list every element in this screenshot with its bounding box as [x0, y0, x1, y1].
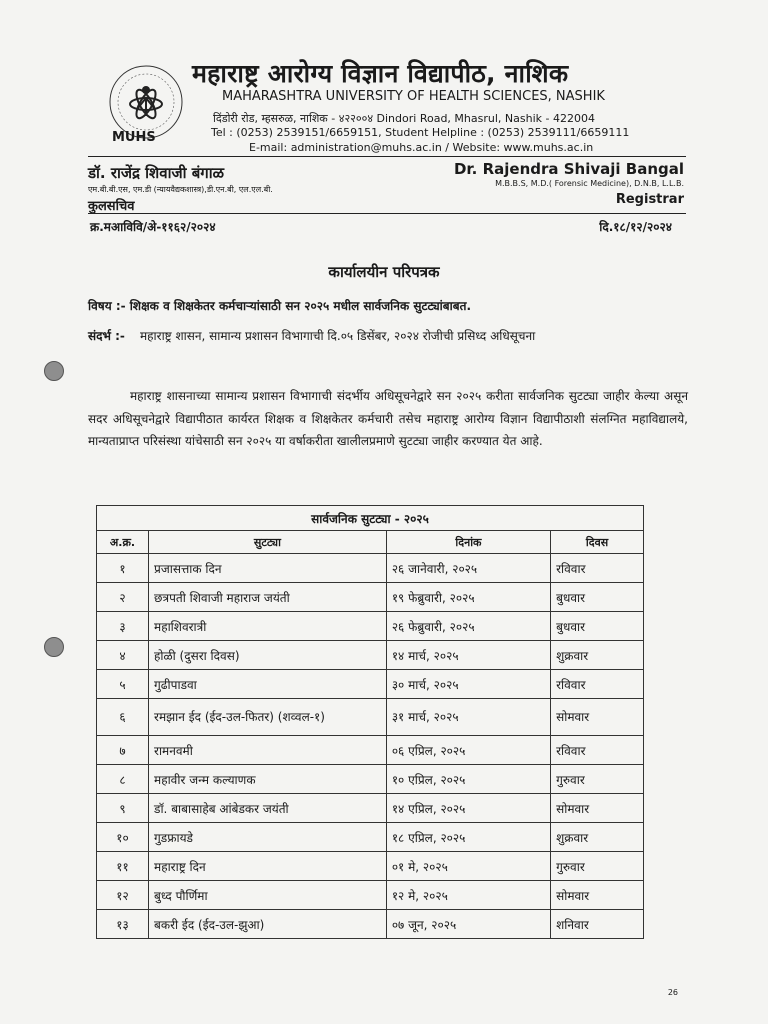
row-date: ३१ मार्च, २०२५ [386, 699, 550, 736]
row-holiday: रमझान ईद (ईद-उल-फितर) (शव्वल-१) [149, 699, 387, 736]
row-serial: ३ [97, 612, 149, 641]
row-day: शनिवार [551, 910, 644, 939]
table-row [97, 612, 644, 641]
reference-number: क्र.मआविवि/अे-११६२/२०२४ [90, 220, 216, 234]
row-day: सोमवार [551, 699, 644, 736]
table-caption-row [97, 506, 644, 531]
punch-hole [44, 361, 64, 381]
table-row [97, 583, 644, 612]
telephone-line: Tel : (0253) 2539151/6659151, Student Helpline : (0253) 2539111/6659111 [211, 126, 630, 139]
row-holiday: रामनवमी [149, 736, 387, 765]
row-serial: ६ [97, 699, 149, 736]
row-day: शुक्रवार [551, 641, 644, 670]
row-holiday: छत्रपती शिवाजी महाराज जयंती [149, 583, 387, 612]
row-serial: १२ [97, 881, 149, 910]
row-date: १४ एप्रिल, २०२५ [386, 794, 550, 823]
row-date: १२ मे, २०२५ [386, 881, 550, 910]
row-day: गुरुवार [551, 765, 644, 794]
column-header-holiday: सुटट्या [149, 531, 387, 554]
column-header-date: दिनांक [386, 531, 550, 554]
table-row [97, 852, 644, 881]
row-date: १० एप्रिल, २०२५ [386, 765, 550, 794]
table-row [97, 699, 644, 736]
row-serial: ११ [97, 852, 149, 881]
row-day: सोमवार [551, 794, 644, 823]
university-name-english: MAHARASHTRA UNIVERSITY OF HEALTH SCIENCES, NASHIK [222, 89, 605, 104]
row-holiday: बुध्द पौर्णिमा [149, 881, 387, 910]
row-date: १४ मार्च, २०२५ [386, 641, 550, 670]
signatory-degrees-marathi: एम.बी.बी.एस, एम.डी (न्यायवैद्यकशास्त्र),डी.एन.बी, एल.एल.बी. [88, 185, 273, 194]
column-header-day: दिवस [551, 531, 644, 554]
signatory-name-marathi: डॉ. राजेंद्र शिवाजी बंगाळ [88, 164, 225, 182]
table-row [97, 641, 644, 670]
row-holiday: महाशिवरात्री [149, 612, 387, 641]
table-row [97, 881, 644, 910]
table-row [97, 670, 644, 699]
row-serial: २ [97, 583, 149, 612]
signatory-name-english: Dr. Rajendra Shivaji Bangal [453, 160, 684, 178]
row-date: १९ फेब्रुवारी, २०२५ [386, 583, 550, 612]
row-date: ०६ एप्रिल, २०२५ [386, 736, 550, 765]
column-header-serial: अ.क्र. [97, 531, 149, 554]
row-date: ०७ जून, २०२५ [386, 910, 550, 939]
row-serial: ४ [97, 641, 149, 670]
row-holiday: गुडफ्रायडे [149, 823, 387, 852]
body-paragraph: महाराष्ट्र शासनाच्या सामान्य प्रशासन विभागाची संदर्भीय अधिसूचनेद्वारे सन २०२५ करीता सार्वजनिक सुटट्या जाहीर केल्या असून सदर अधिसूचनेद्वारे विद्यापीठात कार्यरत शिक्षक व शिक्षकेतर कर्मचारी तसेच महाराष्ट्र आरोग्य विज्ञान विद्यापीठाशी संलग्नित महाविद्यालये, मान्यताप्राप्त परिसंस्था यांचेसाठी सन २०२५ या वर्षाकरीता खालीलप्रमाणे सुटट्या जाहीर करण्यात येत आहे. [88, 389, 688, 448]
row-holiday: गुढीपाडवा [149, 670, 387, 699]
row-holiday: होळी (दुसरा दिवस) [149, 641, 387, 670]
row-holiday: प्रजासत्ताक दिन [149, 554, 387, 583]
row-holiday: महाराष्ट्र दिन [149, 852, 387, 881]
signatory-title-marathi: कुलसचिव [88, 199, 135, 214]
punch-hole [44, 637, 64, 657]
row-date: २६ जानेवारी, २०२५ [386, 554, 550, 583]
header-divider [88, 156, 686, 157]
university-name-marathi: महाराष्ट्र आरोग्य विज्ञान विद्यापीठ, नाशिक [192, 59, 569, 88]
document-title: कार्यालयीन परिपत्रक [328, 263, 440, 281]
signatory-title-english: Registrar [615, 192, 684, 207]
table-caption: सार्वजनिक सुटट्या - २०२५ [97, 506, 644, 531]
subject-line: विषय :- शिक्षक व शिक्षकेतर कर्मचाऱ्यांसाठी सन २०२५ मधील सार्वजनिक सुटट्यांबाबत. [88, 299, 471, 313]
row-serial: ९ [97, 794, 149, 823]
signatory-degrees-english: M.B.B.S, M.D.( Forensic Medicine), D.N.B, L.L.B. [495, 179, 684, 188]
reference-block [88, 327, 688, 345]
row-day: शुक्रवार [551, 823, 644, 852]
row-serial: ५ [97, 670, 149, 699]
logo-text: MUHS [112, 130, 156, 145]
table-row [97, 554, 644, 583]
row-holiday: बकरी ईद (ईद-उल-झुआ) [149, 910, 387, 939]
email-website-line: E-mail: administration@muhs.ac.in / Website: www.muhs.ac.in [249, 141, 594, 154]
row-date: ०१ मे, २०२५ [386, 852, 550, 881]
row-serial: ८ [97, 765, 149, 794]
reference-text: महाराष्ट्र शासन, सामान्य प्रशासन विभागाची दि.०५ डिसेंबर, २०२४ रोजीची प्रसिध्द अधिसूचना [140, 329, 536, 343]
row-date: २६ फेब्रुवारी, २०२५ [386, 612, 550, 641]
row-day: रविवार [551, 736, 644, 765]
signatory-divider [88, 213, 686, 214]
row-day: बुधवार [551, 612, 644, 641]
row-day: रविवार [551, 554, 644, 583]
row-day: बुधवार [551, 583, 644, 612]
row-serial: ७ [97, 736, 149, 765]
row-holiday: महावीर जन्म कल्याणक [149, 765, 387, 794]
row-date: १८ एप्रिल, २०२५ [386, 823, 550, 852]
row-serial: १० [97, 823, 149, 852]
table-row [97, 736, 644, 765]
table-row [97, 765, 644, 794]
row-serial: १३ [97, 910, 149, 939]
table-row [97, 823, 644, 852]
circular-date: दि.१८/१२/२०२४ [599, 220, 672, 234]
row-date: ३० मार्च, २०२५ [386, 670, 550, 699]
table-header-row [97, 531, 644, 554]
page-number: 26 [667, 988, 678, 997]
row-holiday: डॉ. बाबासाहेब आंबेडकर जयंती [149, 794, 387, 823]
reference-label: संदर्भ :- [88, 329, 125, 343]
table-row [97, 794, 644, 823]
row-day: सोमवार [551, 881, 644, 910]
university-address: दिंडोरी रोड, म्हसरुळ, नाशिक - ४२२००४ Dindori Road, Mhasrul, Nashik - 422004 [213, 112, 595, 125]
row-day: गुरुवार [551, 852, 644, 881]
table-row [97, 910, 644, 939]
row-serial: १ [97, 554, 149, 583]
holiday-table [96, 505, 644, 939]
row-day: रविवार [551, 670, 644, 699]
